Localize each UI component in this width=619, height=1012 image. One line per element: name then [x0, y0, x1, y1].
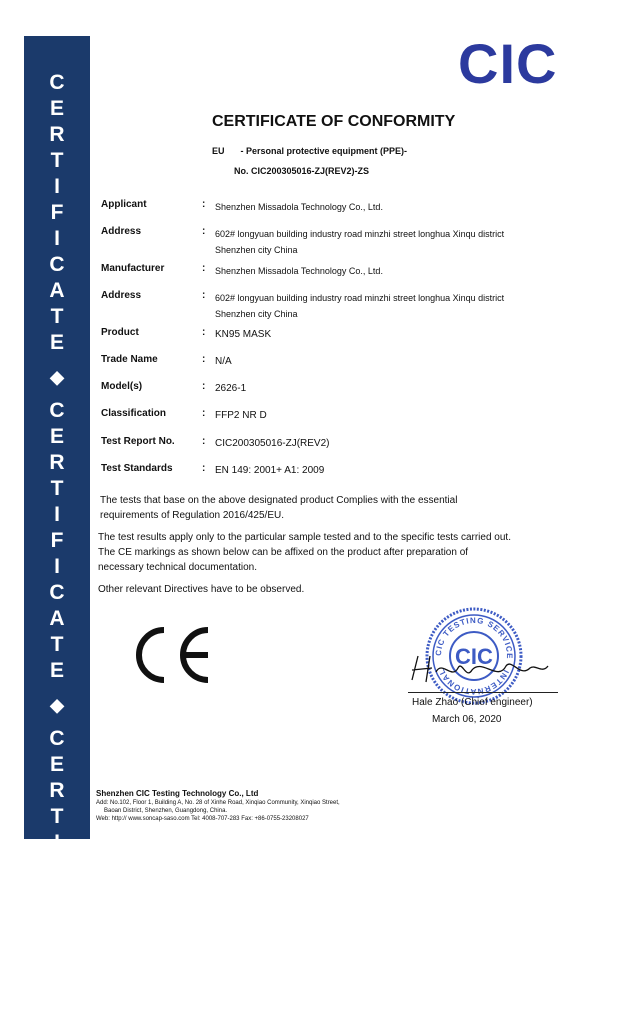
handwritten-signature — [402, 650, 552, 690]
sidebar-letter: I — [54, 831, 60, 854]
field-value: FFP2 NR D — [215, 410, 267, 421]
sidebar-letter: A — [49, 279, 65, 302]
sidebar-letter: A — [49, 935, 65, 958]
sidebar-letter: E — [49, 425, 64, 448]
signer-name: Hale Zhao (Chief engineer) — [412, 697, 533, 708]
footer-contact: Web: http:// www.soncap-saso.com Tel: 4008-707-283 Fax: +86-0755-23208027 — [96, 816, 309, 822]
sidebar-letter: E — [49, 753, 64, 776]
sidebar-letter: T — [50, 633, 64, 656]
text-line: The CE markings as shown below can be affixed on the product after preparation of — [98, 547, 469, 558]
footer-address-2: Baoan District, Shenzhen, Guangdong, China. — [104, 808, 228, 814]
sidebar-letter: T — [50, 477, 64, 500]
sidebar-letter: I — [54, 883, 60, 906]
field-colon: : — [202, 436, 206, 447]
sidebar-letter: E — [49, 97, 64, 120]
field-colon: : — [202, 381, 206, 392]
sidebar-letter: C — [49, 909, 65, 932]
field-label: Address — [101, 226, 142, 237]
sidebar-letter: I — [54, 175, 60, 198]
text-line: necessary technical documentation. — [98, 562, 257, 573]
footer-company: Shenzhen CIC Testing Technology Co., Ltd — [96, 789, 259, 798]
sidebar-letter: T — [50, 149, 64, 172]
compliance-paragraph — [100, 493, 590, 523]
sidebar-letter: F — [50, 857, 64, 880]
sidebar-letter: C — [49, 581, 65, 604]
address-line-1: 602# longyuan building industry road minzhi street longhua Xinqu district — [215, 229, 505, 239]
text-line: The tests that base on the above designated product Complies with the essential — [100, 495, 458, 506]
sidebar-letter: C — [49, 399, 65, 422]
field-label: Test Standards — [101, 463, 173, 474]
field-label: Product — [101, 327, 139, 338]
sidebar-letter: F — [50, 529, 64, 552]
sidebar-letter: E — [49, 659, 64, 682]
sidebar-letter: I — [54, 555, 60, 578]
field-value: EN 149: 2001+ A1: 2009 — [215, 465, 325, 476]
field-value: Shenzhen Missadola Technology Co., Ltd. — [215, 266, 383, 276]
field-label: Address — [101, 290, 142, 301]
field-colon: : — [202, 327, 206, 338]
field-colon: : — [202, 199, 206, 210]
sidebar-letter: F — [50, 201, 64, 224]
field-colon: : — [202, 290, 206, 301]
seal-center-text: CIC — [455, 644, 493, 669]
sidebar-letter: E — [49, 331, 64, 354]
field-colon: : — [202, 263, 206, 274]
text-line: The test results apply only to the particular sample tested and to the specific tests carried out. — [98, 532, 511, 543]
field-label: Classification — [101, 408, 167, 419]
certificate-scope — [212, 146, 407, 156]
sidebar-letter: E — [49, 987, 64, 1010]
field-value — [215, 226, 585, 258]
field-value: KN95 MASK — [215, 329, 272, 340]
address-line-2: Shenzhen city China — [215, 309, 298, 319]
field-label: Applicant — [101, 199, 147, 210]
sidebar-vertical-text — [40, 70, 74, 1012]
cic-logo: CIC — [458, 32, 558, 95]
field-value: CIC200305016-ZJ(REV2) — [215, 438, 330, 449]
ce-mark — [124, 620, 214, 690]
field-colon: : — [202, 408, 206, 419]
sidebar-diamond: ◆ — [50, 695, 64, 715]
certificate-number: No. CIC200305016-ZJ(REV2)-ZS — [234, 166, 370, 176]
field-colon: : — [202, 463, 206, 474]
field-colon: : — [202, 226, 206, 237]
sidebar-letter: T — [50, 961, 64, 984]
field-colon: : — [202, 354, 206, 365]
field-value: N/A — [215, 356, 232, 367]
sidebar-letter: R — [49, 779, 65, 802]
footer-address-1: Add: No.102, Floor 1, Building A, No. 28 of Xinhe Road, Xinqiao Community, Xinqiao Street, — [96, 800, 340, 806]
field-label: Manufacturer — [101, 263, 165, 274]
sidebar-diamond: ◆ — [50, 367, 64, 387]
sidebar-letter: R — [49, 123, 65, 146]
field-value: Shenzhen Missadola Technology Co., Ltd. — [215, 202, 383, 212]
sidebar-letter: A — [49, 607, 65, 630]
scope-paragraph — [98, 530, 598, 575]
field-label: Model(s) — [101, 381, 143, 392]
text-line: requirements of Regulation 2016/425/EU. — [100, 510, 285, 521]
sidebar-letter: T — [50, 805, 64, 828]
directives-note: Other relevant Directives have to be observed. — [98, 584, 305, 595]
seal-ring-text: CIC TESTING SERVICE · INTERNATIONAL — [433, 615, 515, 697]
sidebar-letter: C — [49, 71, 65, 94]
address-line-1: 602# longyuan building industry road minzhi street longhua Xinqu district — [215, 293, 505, 303]
region-label: EU — [212, 146, 225, 156]
scope-label: - Personal protective equipment (PPE)- — [240, 146, 408, 156]
sidebar-letter: I — [54, 503, 60, 526]
sidebar-letter: T — [50, 305, 64, 328]
sidebar-letter: C — [49, 253, 65, 276]
field-value: 2626-1 — [215, 383, 247, 394]
certificate-title: CERTIFICATE OF CONFORMITY — [212, 113, 456, 130]
signature-line — [408, 692, 558, 693]
issue-date: March 06, 2020 — [432, 714, 502, 725]
field-label: Test Report No. — [101, 436, 175, 447]
sidebar-letter: I — [54, 227, 60, 250]
field-label: Trade Name — [101, 354, 158, 365]
field-value — [215, 290, 585, 322]
sidebar-letter: C — [49, 727, 65, 750]
address-line-2: Shenzhen city China — [215, 245, 298, 255]
sidebar-letter: R — [49, 451, 65, 474]
